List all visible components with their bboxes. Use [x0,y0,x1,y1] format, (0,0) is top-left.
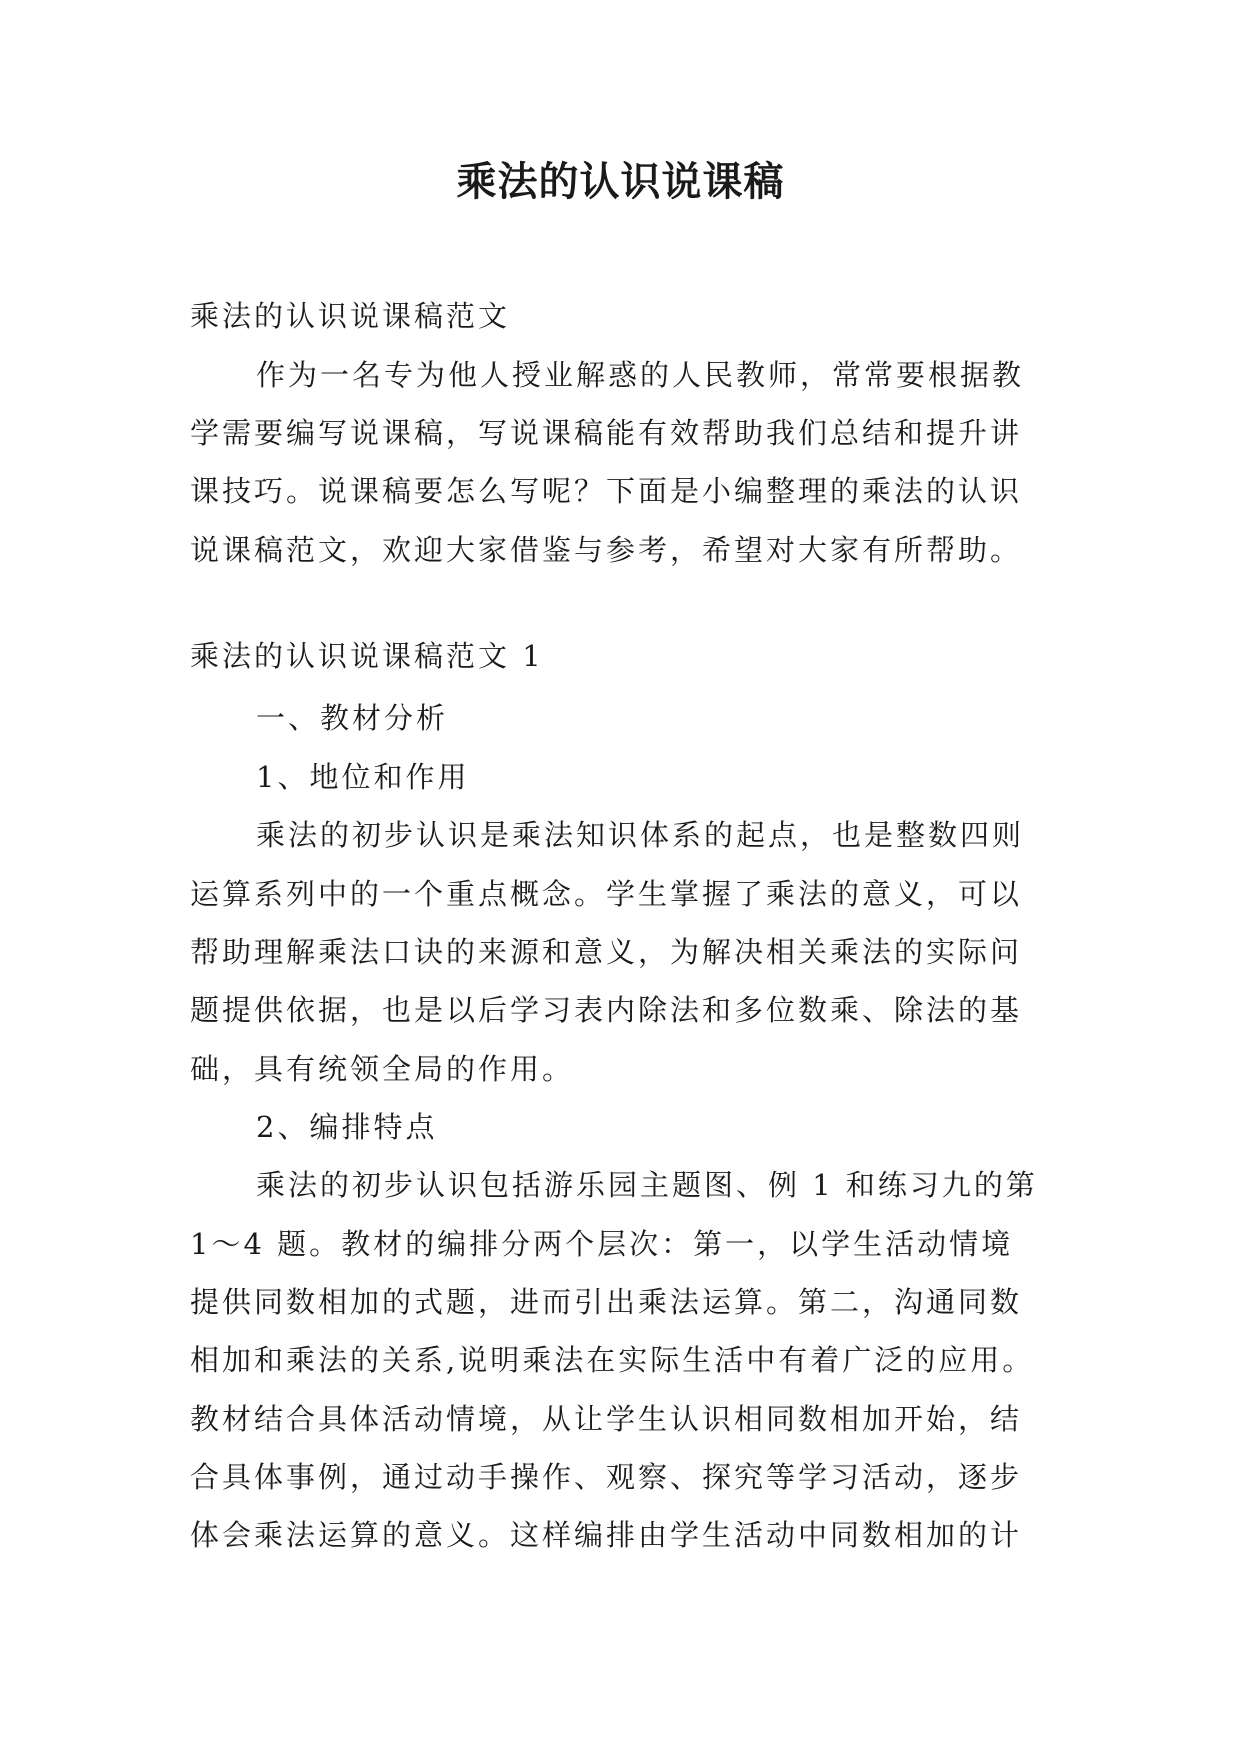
paragraph-line: 运算系列中的一个重点概念。学生掌握了乘法的意义，可以 [190,877,1023,911]
paragraph-line: 体会乘法运算的意义。这样编排由学生活动中同数相加的计 [190,1518,1023,1552]
paragraph-line: 帮助理解乘法口诀的来源和意义，为解决相关乘法的实际问 [190,935,1023,969]
paragraph-line: 作为一名专为他人授业解惑的人民教师，常常要根据教 [256,358,1025,392]
paragraph-line: 相加和乘法的关系,说明乘法在实际生活中有着广泛的应用。 [190,1343,1035,1377]
paragraph-line: 教材结合具体活动情境，从让学生认识相同数相加开始，结 [190,1402,1023,1436]
paragraph-line: 1～4 题。教材的编排分两个层次：第一，以学生活动情境 [190,1227,1014,1261]
section-heading: 乘法的认识说课稿范文 [190,299,511,333]
paragraph-line: 提供同数相加的式题，进而引出乘法运算。第二，沟通同数 [190,1285,1023,1319]
paragraph-line: 学需要编写说课稿，写说课稿能有效帮助我们总结和提升讲 [190,416,1023,450]
paragraph-line: 乘法的初步认识包括游乐园主题图、例 1 和练习九的第 [256,1168,1038,1202]
subsection-heading: 1、地位和作用 [256,760,470,794]
paragraph-line: 说课稿范文，欢迎大家借鉴与参考，希望对大家有所帮助。 [190,533,1023,567]
paragraph-line: 题提供依据，也是以后学习表内除法和多位数乘、除法的基 [190,993,1023,1027]
document-title: 乘法的认识说课稿 [456,159,785,205]
subsection-heading: 一、教材分析 [256,701,449,735]
paragraph-line: 础，具有统领全局的作用。 [190,1052,575,1086]
section-heading: 乘法的认识说课稿范文 1 [190,639,544,673]
paragraph-line: 合具体事例，通过动手操作、观察、探究等学习活动，逐步 [190,1460,1023,1494]
paragraph-line: 课技巧。说课稿要怎么写呢？下面是小编整理的乘法的认识 [190,474,1023,508]
subsection-heading: 2、编排特点 [256,1110,438,1144]
paragraph-line: 乘法的初步认识是乘法知识体系的起点，也是整数四则 [256,818,1025,852]
